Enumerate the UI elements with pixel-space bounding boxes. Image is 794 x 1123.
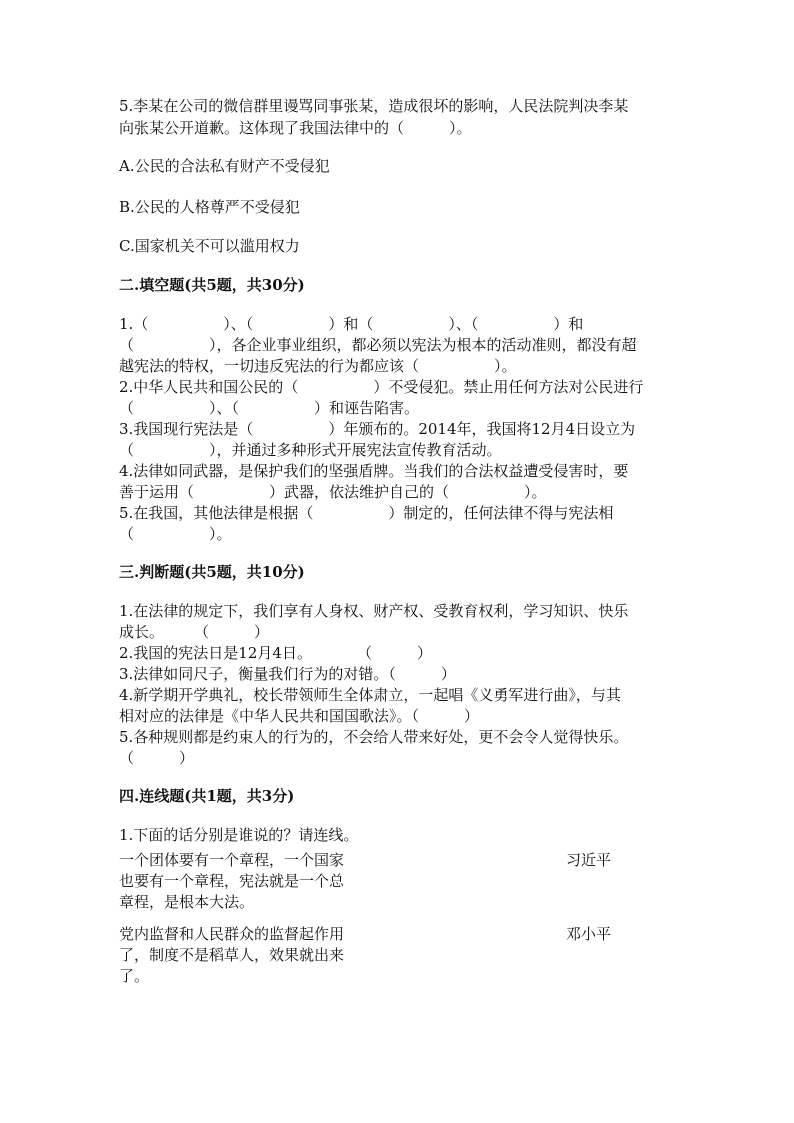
q5-stem-line-2: 向张某公开道歉。这体现了我国法律中的（ ）。 xyxy=(119,119,472,137)
judge-line: 1.在法律的规定下，我们享有人身权、财产权、受教育权利，学习知识、快乐 xyxy=(119,602,629,620)
judge-line: 3.法律如同尺子，衡量我们行为的对错。（ ） xyxy=(119,665,456,683)
judge-line: 成长。 （ ） xyxy=(119,623,270,641)
section-2-heading: 二.填空题(共5题，共30分) xyxy=(119,276,305,294)
matching-question: 1.下面的话分别是谁说的？请连线。 xyxy=(119,826,359,844)
fill-line: 4.法律如同武器，是保护我们的坚强盾牌。当我们的合法权益遭受侵害时，要 xyxy=(119,462,629,480)
q5-stem-line-1: 5.李某在公司的微信群里谩骂同事张某，造成很坏的影响，人民法院判决李某 xyxy=(119,97,629,115)
section-4-heading: 四.连线题(共1题，共3分) xyxy=(119,787,295,805)
judge-line: 相对应的法律是《中华人民共和国国歌法》。（ ） xyxy=(119,707,480,725)
q5-option-b: B.公民的人格尊严不受侵犯 xyxy=(119,198,300,216)
matching-left-item-2[interactable]: 党内监督和人民群众的监督起作用了，制度不是稻草人，效果就出来了。 xyxy=(119,925,345,985)
judge-line: 2.我国的宪法日是12月4日。 （ ） xyxy=(119,644,432,662)
fill-line: 5.在我国，其他法律是根据（ ）制定的，任何法律不得与宪法相 xyxy=(119,504,614,522)
fill-line: 越宪法的特权，一切违反宪法的行为都应该（ ）。 xyxy=(119,357,517,375)
matching-left-item-1[interactable]: 一个团体要有一个章程，一个国家也要有一个章程，宪法就是一个总章程，是根本大法。 xyxy=(119,851,345,911)
judge-line: （ ） xyxy=(119,749,195,767)
fill-line: 2.中华人民共和国公民的（ ）不受侵犯。禁止用任何方法对公民进行 xyxy=(119,378,644,396)
fill-line: （ ），并通过多种形式开展宪法宣传教育活动。 xyxy=(119,441,502,459)
fill-line: 3.我国现行宪法是（ ）年颁布的。2014年，我国将12月4日设立为 xyxy=(119,420,636,438)
section-3-heading: 三.判断题(共5题，共10分) xyxy=(119,563,305,581)
matching-right-item-1[interactable]: 习近平 xyxy=(566,851,612,869)
fill-line: （ ）、（ ）和诬告陷害。 xyxy=(119,399,420,417)
fill-line: 善于运用（ ）武器，依法维护自己的（ ）。 xyxy=(119,483,547,501)
judge-line: 5.各种规则都是约束人的行为的，不会给人带来好处，更不会令人觉得快乐。 xyxy=(119,728,629,746)
fill-line: 1.（ ）、（ ）和（ ）、（ ）和 xyxy=(119,315,584,333)
q5-option-a: A.公民的合法私有财产不受侵犯 xyxy=(119,157,330,175)
judge-line: 4.新学期开学典礼，校长带领师生全体肃立，一起唱《义勇军进行曲》，与其 xyxy=(119,686,621,704)
fill-line: （ ）。 xyxy=(119,525,232,543)
q5-option-c: C.国家机关不可以滥用权力 xyxy=(119,237,300,255)
fill-line: （ ），各企业事业组织，都必须以宪法为根本的活动准则，都没有超 xyxy=(119,336,637,354)
matching-right-item-2[interactable]: 邓小平 xyxy=(566,925,612,943)
